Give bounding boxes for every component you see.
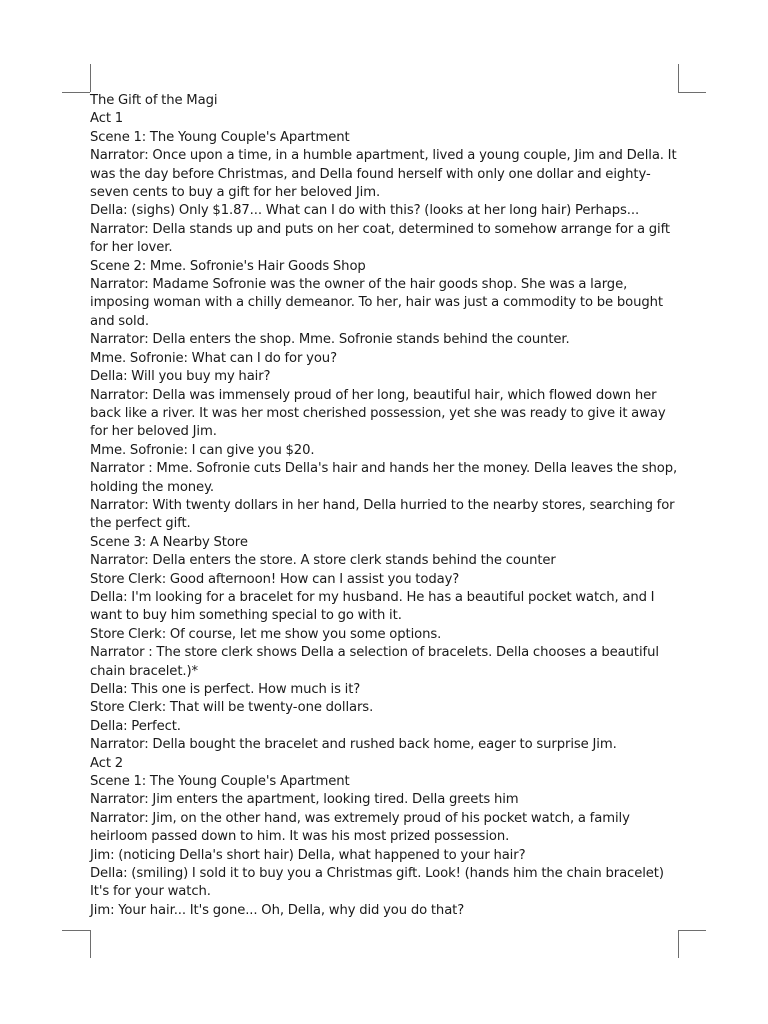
crop-mark-top-right-vertical	[678, 64, 679, 92]
scene-heading: Scene 1: The Young Couple's Apartment	[90, 129, 350, 145]
script-line: Della: (sighs) Only $1.87... What can I do with this? (looks at her long hair) Perhaps...	[90, 203, 640, 219]
script-text	[90, 92, 680, 920]
script-line: Della: (smiling) I sold it to buy you a Christmas gift. Look! (hands him the chain bracelet) It's for your watch.	[90, 866, 664, 900]
crop-mark-bottom-left-vertical	[90, 930, 91, 958]
act-heading: Act 2	[90, 755, 123, 771]
script-line: Store Clerk: That will be twenty-one dollars.	[90, 700, 374, 716]
script-line: Narrator : Mme. Sofronie cuts Della's hair and hands her the money. Della leaves the shop, holding the money.	[90, 461, 678, 495]
script-line: Della: I'm looking for a bracelet for my husband. He has a beautiful pocket watch, and I want to buy him something special to go with it.	[90, 589, 655, 624]
crop-mark-bottom-left-horizontal	[62, 930, 90, 931]
script-line: Narrator : The store clerk shows Della a selection of bracelets. Della chooses a beautiful chain bracelet.)*	[90, 645, 659, 679]
crop-mark-bottom-right-vertical	[678, 930, 679, 958]
crop-mark-bottom-right-horizontal	[678, 930, 706, 931]
script-line: Narrator: Madame Sofronie was the owner of the hair goods shop. She was a large, imposing woman with a chilly demeanor. To her, hair was just a commodity to be bought and sold.	[90, 277, 663, 329]
crop-mark-top-right-horizontal	[678, 92, 706, 93]
scene-heading: Scene 2: Mme. Sofronie's Hair Goods Shop	[90, 258, 366, 274]
doc-title: The Gift of the Magi	[90, 93, 218, 108]
script-line: Della: Perfect.	[90, 718, 181, 734]
script-line: Narrator: Della bought the bracelet and rushed back home, eager to surprise Jim.	[90, 737, 617, 753]
script-line: Narrator: Jim, on the other hand, was extremely proud of his pocket watch, a family heirloom passed down to him. It was his most prized possession.	[90, 810, 630, 845]
script-line: Della: Will you buy my hair?	[90, 369, 271, 385]
script-line: Store Clerk: Good afternoon! How can I assist you today?	[90, 571, 460, 587]
script-line: Jim: (noticing Della's short hair) Della, what happened to your hair?	[90, 847, 526, 863]
script-line: Narrator: With twenty dollars in her hand, Della hurried to the nearby stores, searching for the perfect gift.	[90, 497, 675, 532]
script-line: Narrator: Della enters the shop. Mme. Sofronie stands behind the counter.	[90, 332, 570, 348]
scene-heading: Scene 1: The Young Couple's Apartment	[90, 774, 350, 790]
crop-mark-top-left-horizontal	[62, 92, 90, 93]
script-line: Narrator: Della stands up and puts on her coat, determined to somehow arrange for a gift for her lover.	[90, 221, 670, 256]
crop-mark-top-left-vertical	[90, 64, 91, 92]
script-line: Narrator: Della was immensely proud of her long, beautiful hair, which flowed down her back like a river. It was her most cherished possession, yet she was ready to give it away for her beloved Jim.	[90, 387, 666, 440]
script-line: Narrator: Della enters the store. A store clerk stands behind the counter	[90, 553, 556, 569]
script-line: Store Clerk: Of course, let me show you some options.	[90, 626, 442, 642]
script-line: Mme. Sofronie: I can give you $20.	[90, 442, 315, 458]
script-line: Narrator: Jim enters the apartment, looking tired. Della greets him	[90, 792, 519, 808]
script-line: Jim: Your hair... It's gone... Oh, Della, why did you do that?	[90, 902, 465, 918]
script-line: Mme. Sofronie: What can I do for you?	[90, 350, 337, 366]
scene-heading: Scene 3: A Nearby Store	[90, 534, 248, 550]
act-heading: Act 1	[90, 111, 123, 127]
script-line: Narrator: Once upon a time, in a humble apartment, lived a young couple, Jim and Della. It was the day before Christmas, and Della found herself with only one dollar and eighty-seven cents to buy a gift for her beloved Jim.	[90, 148, 677, 201]
script-line: Della: This one is perfect. How much is it?	[90, 682, 361, 697]
